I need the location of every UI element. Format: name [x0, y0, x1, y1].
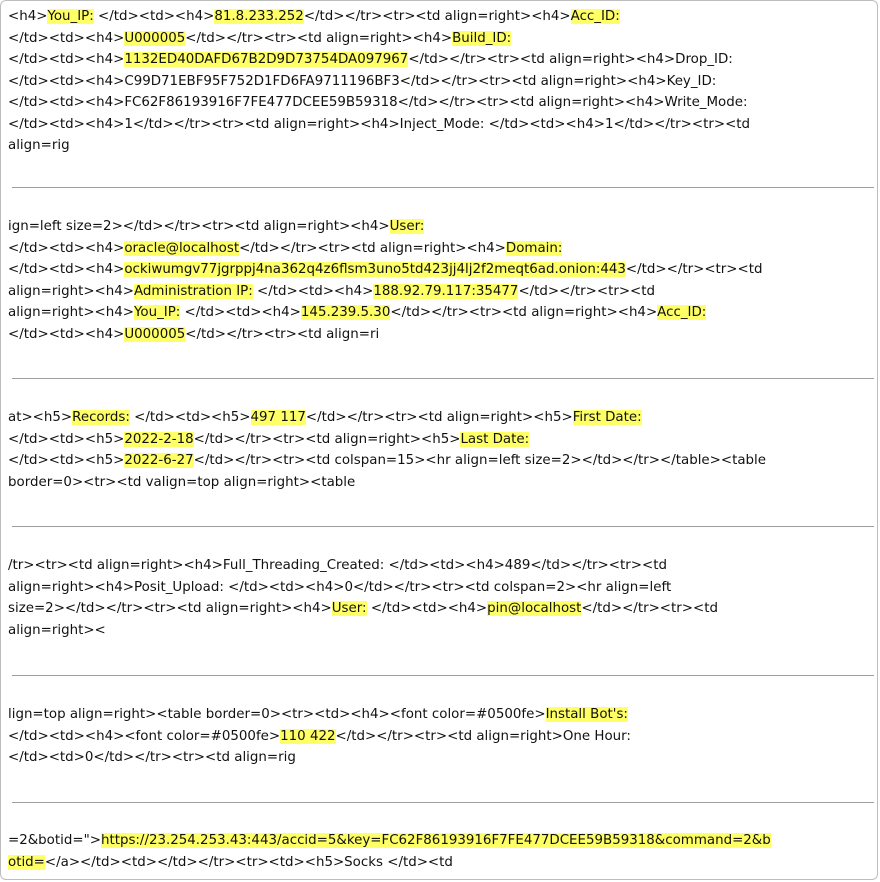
code-text: at><h5>: [8, 410, 73, 425]
code-text: </td></tr><tr><td align=ri: [185, 326, 380, 342]
code-text: /tr><tr><td align=right><h4>Full_Threading_Created: </td><td><h4>489</td></tr><tr><td: [8, 558, 667, 573]
highlighted-text: Build_ID:: [452, 30, 512, 46]
highlighted-text: 1132ED40DAFD67B2D9D73754DA097967: [124, 52, 409, 67]
code-text: </td><td><h4>: [8, 52, 125, 67]
code-text: </td></tr><tr><td align=right><h5>: [193, 431, 461, 447]
code-text: ign=left size=2></td></tr><tr><td align=right><h4>: [8, 219, 390, 234]
code-text: </td></tr><tr><td align=right><h4>: [239, 240, 506, 256]
code-text: </td></tr><tr><td: [581, 601, 718, 616]
highlighted-text: First Date:: [572, 410, 642, 425]
code-text: </td></tr><tr><td align=right><h5>: [305, 410, 573, 425]
highlighted-text: 110 422: [280, 728, 336, 744]
code-line: [8, 216, 874, 238]
highlighted-text: 2022-2-18: [124, 431, 194, 447]
code-text: align=right><h4>: [8, 283, 134, 299]
code-line: [8, 49, 874, 71]
code-snippet-4: [8, 555, 874, 641]
highlighted-text: You_IP:: [47, 9, 94, 24]
code-text: border=0><tr><td valign=top align=right><table: [8, 474, 356, 490]
code-text: align=right><h4>: [8, 305, 134, 320]
code-line: [8, 726, 874, 748]
section-divider: [12, 378, 874, 379]
code-text: </td><td><h5>: [129, 410, 251, 425]
code-line: [8, 620, 874, 642]
code-text: </td><td><h4>: [366, 601, 488, 616]
code-line: [8, 281, 874, 303]
code-snippet-1: [8, 6, 874, 157]
highlighted-text: User:: [389, 219, 425, 234]
highlighted-text: Last Date:: [460, 431, 530, 447]
highlighted-text: 2022-6-27: [124, 453, 194, 468]
code-text: </td></tr><tr><td colspan=15><hr align=left size=2></td></tr></table><table: [193, 453, 767, 468]
highlighted-text: 188.92.79.117:35477: [373, 283, 519, 299]
code-text: </td><td><h5>: [8, 453, 125, 468]
code-text: align=right><: [8, 622, 106, 638]
code-line: [8, 259, 874, 281]
code-text: align=right><h4>Posit_Upload: </td><td><h4>0</td></tr><tr><td colspan=2><hr align=left: [8, 579, 672, 595]
code-text: </td></tr><tr><td align=right>One Hour:: [335, 728, 631, 744]
highlighted-text: U000005: [124, 326, 186, 342]
code-line: [8, 450, 874, 472]
highlighted-text: otid=: [8, 854, 45, 870]
highlighted-text: Domain:: [505, 240, 563, 256]
code-snippet-2: [8, 216, 874, 345]
code-line: [8, 555, 874, 577]
code-text: </td><td><h4>: [8, 240, 125, 256]
code-text: <h4>: [8, 9, 48, 24]
code-text: </td><td><h4>: [8, 262, 125, 277]
code-line: [8, 704, 874, 726]
code-line: [8, 407, 874, 429]
code-text: =2&botid=">: [8, 833, 101, 848]
code-text: </a></td><td></td></tr><tr><td><h5>Socks </td><td: [44, 854, 453, 870]
code-text: </td><td><h4>: [8, 30, 125, 46]
code-text: </td><td><h4>1</td></tr><tr><td align=right><h4>Inject_Mode: </td><td><h4>1</td></tr><tr><td: [8, 116, 751, 132]
code-text: align=rig: [8, 138, 70, 153]
code-text: </td><td><h4>C99D71EBF95F752D1FD6FA9711196BF3</td></tr><tr><td align=right><h4>Key_ID:: [8, 73, 717, 89]
code-line: [8, 598, 874, 620]
highlighted-text: 81.8.233.252: [214, 9, 304, 24]
highlighted-text: U000005: [124, 30, 186, 46]
highlighted-text: oracle@localhost: [124, 240, 240, 256]
code-line: [8, 6, 874, 28]
code-text: </td><td><h4>FC62F86193916F7FE477DCEE59B59318</td></tr><tr><td align=right><h4>Write_Mode:: [8, 95, 748, 110]
code-text: </td><td><h4>: [180, 305, 301, 320]
code-line: [8, 429, 874, 451]
highlighted-text: Records:: [72, 410, 130, 425]
code-line: [8, 28, 874, 50]
highlighted-text: Acc_ID:: [570, 9, 620, 24]
code-snippet-3: [8, 407, 874, 493]
code-line: [8, 114, 874, 136]
code-line: [8, 324, 874, 346]
code-line: [8, 472, 874, 494]
highlighted-text: pin@localhost: [487, 601, 582, 616]
code-text: </td></tr><tr><td align=right><h4>: [303, 9, 571, 24]
code-snippet-6: [8, 830, 874, 873]
code-text: </td><td><h5>: [8, 431, 125, 447]
section-divider: [12, 802, 874, 803]
code-line: [8, 302, 874, 324]
code-line: [8, 92, 874, 114]
highlighted-text: User:: [331, 601, 367, 616]
code-text: </td><td><h4><font color=#0500fe>: [8, 728, 281, 744]
code-line: [8, 71, 874, 93]
highlighted-text: Acc_ID:: [657, 305, 707, 320]
code-text: size=2></td></tr><tr><td align=right><h4>: [8, 601, 332, 616]
code-line: [8, 747, 874, 769]
section-divider: [12, 526, 874, 527]
code-line: [8, 830, 874, 852]
code-text: </td></tr><tr><td: [518, 283, 656, 299]
code-line: [8, 852, 874, 874]
code-text: </td></tr><tr><td align=right><h4>Drop_ID:: [408, 52, 733, 67]
code-text: lign=top align=right><table border=0><tr><td><h4><font color=#0500fe>: [8, 707, 546, 722]
highlighted-text: ockiwumgv77jgrppj4na362q4z6flsm3uno5td423jj4lj2f2meqt6ad.onion:443: [124, 262, 626, 277]
highlighted-text: 497 117: [250, 410, 306, 425]
code-text: </td><td><h4>: [8, 326, 125, 342]
code-line: [8, 135, 874, 157]
code-text: </td><td><h4>: [252, 283, 374, 299]
highlighted-text: You_IP:: [133, 305, 181, 320]
code-text: </td></tr><tr><td align=right><h4>: [185, 30, 453, 46]
highlighted-text: 145.239.5.30: [300, 305, 391, 320]
highlighted-text: Administration IP:: [133, 283, 253, 299]
highlighted-text: Install Bot's:: [545, 707, 628, 722]
section-divider: [12, 187, 874, 188]
section-divider: [12, 675, 874, 676]
code-text: </td><td><h4>: [93, 9, 215, 24]
code-text: </td></tr><tr><td align=right><h4>: [390, 305, 658, 320]
code-text: </td><td>0</td></tr><tr><td align=rig: [8, 750, 296, 765]
code-line: [8, 577, 874, 599]
code-snippet-5: [8, 704, 874, 769]
code-line: [8, 238, 874, 260]
highlighted-text: https://23.254.253.43:443/accid=5&key=FC62F86193916F7FE477DCEE59B59318&command=2&b: [100, 833, 771, 848]
code-text: </td></tr><tr><td: [625, 262, 763, 277]
